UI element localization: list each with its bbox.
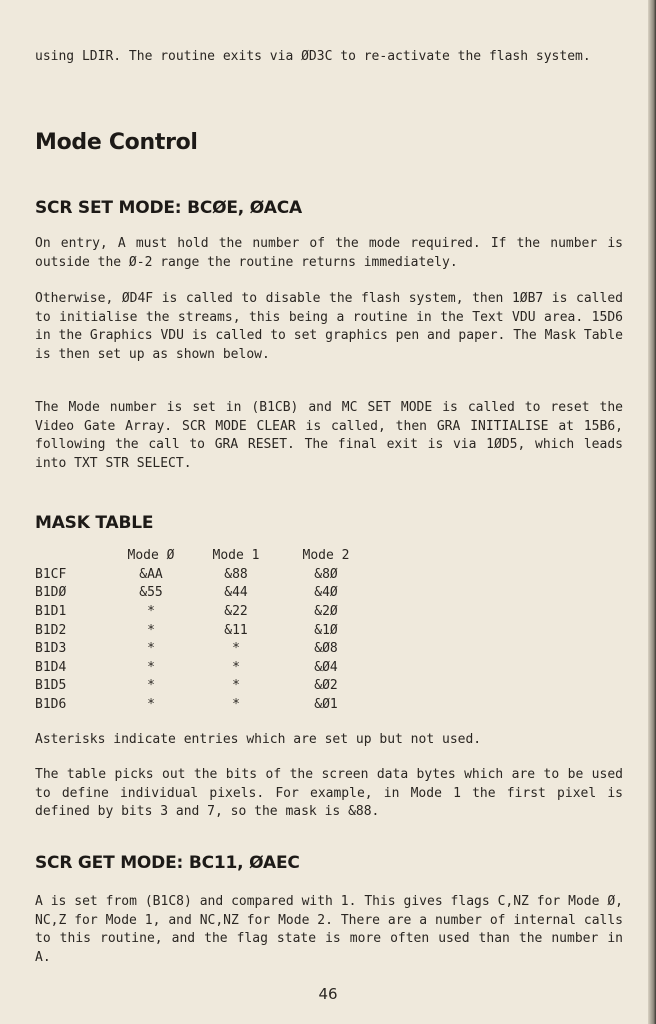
mask-table-heading: MASK TABLE bbox=[35, 513, 154, 533]
table-cell-address: B1D4 bbox=[35, 659, 67, 675]
page-number: 46 bbox=[318, 985, 338, 1003]
table-row bbox=[35, 695, 367, 714]
table-cell-address: B1D2 bbox=[35, 622, 67, 638]
mask-table-header-mode1: Mode 1 bbox=[212, 547, 260, 563]
mask-table-note: Asterisks indicate entries which are set up but not used. bbox=[35, 732, 482, 747]
table-cell-mode2: &Ø8 bbox=[314, 641, 338, 657]
table-cell-mode0: &AA bbox=[139, 566, 163, 582]
table-cell-mode0: * bbox=[147, 696, 155, 712]
table-row bbox=[35, 639, 367, 658]
set-mode-heading: SCR SET MODE: BCØE, ØACA bbox=[35, 198, 302, 218]
table-cell-address: B1CF bbox=[35, 566, 67, 582]
table-cell-mode0: * bbox=[147, 641, 155, 657]
table-cell-mode1: * bbox=[232, 696, 240, 712]
table-cell-mode2: &Ø1 bbox=[314, 696, 338, 712]
table-cell-mode0: * bbox=[147, 603, 155, 619]
table-cell-address: B1D6 bbox=[35, 696, 67, 712]
get-mode-paragraph: A is set from (B1C8) and compared with 1. This gives flags C,NZ for Mode Ø, NC,Z for Mode 1, and NC,NZ for Mode 2. There are a number of internal calls to this routine, and the flag state is more often used than the number in A. bbox=[35, 894, 623, 965]
table-cell-mode2: &2Ø bbox=[314, 603, 338, 619]
get-mode-heading: SCR GET MODE: BC11, ØAEC bbox=[35, 853, 300, 873]
table-cell-mode1: * bbox=[232, 659, 240, 675]
set-mode-paragraph-3: The Mode number is set in (B1CB) and MC SET MODE is called to reset the Video Gate Array. SCR MODE CLEAR is called, then GRA INITIALISE at 15B6, following the call to GRA RESET. The final exit is via 1ØD5, which leads into TXT STR SELECT. bbox=[35, 400, 623, 471]
mask-table-header-address bbox=[35, 545, 115, 565]
mask-table bbox=[35, 545, 367, 714]
table-cell-address: B1D3 bbox=[35, 641, 67, 657]
mask-table-explanation: The table picks out the bits of the screen data bytes which are to be used to define individual pixels. For example, in Mode 1 the first pixel is defined by bits 3 and 7, so the mask is &88. bbox=[35, 767, 623, 819]
table-cell-mode2: &1Ø bbox=[314, 622, 338, 638]
table-cell-address: B1D1 bbox=[35, 603, 67, 619]
table-cell-mode0: &55 bbox=[139, 585, 163, 601]
table-row bbox=[35, 602, 367, 621]
table-row bbox=[35, 565, 367, 584]
section-title: Mode Control bbox=[35, 130, 198, 155]
table-cell-mode2: &Ø2 bbox=[314, 678, 338, 694]
table-cell-mode1: &22 bbox=[224, 603, 248, 619]
mask-table-header-mode0: Mode Ø bbox=[127, 547, 175, 563]
page-edge-shadow bbox=[648, 0, 656, 1024]
table-row bbox=[35, 584, 367, 603]
table-cell-mode0: * bbox=[147, 659, 155, 675]
table-row bbox=[35, 677, 367, 696]
mask-table-header-row bbox=[35, 545, 367, 565]
table-row bbox=[35, 658, 367, 677]
table-cell-mode2: &Ø4 bbox=[314, 659, 338, 675]
table-cell-mode2: &4Ø bbox=[314, 585, 338, 601]
mask-table-header-mode2: Mode 2 bbox=[302, 547, 350, 563]
table-cell-address: B1D5 bbox=[35, 678, 67, 694]
table-cell-mode1: * bbox=[232, 641, 240, 657]
set-mode-paragraph-1: On entry, A must hold the number of the mode required. If the number is outside the Ø-2 range the routine returns immediately. bbox=[35, 236, 623, 270]
intro-paragraph: using LDIR. The routine exits via ØD3C to re-activate the flash system. bbox=[35, 49, 591, 64]
table-row bbox=[35, 621, 367, 640]
table-cell-mode1: &44 bbox=[224, 585, 248, 601]
table-cell-mode0: * bbox=[147, 678, 155, 694]
table-cell-mode2: &8Ø bbox=[314, 566, 338, 582]
table-cell-address: B1DØ bbox=[35, 585, 67, 601]
table-cell-mode1: &88 bbox=[224, 566, 248, 582]
set-mode-paragraph-2: Otherwise, ØD4F is called to disable the flash system, then 1ØB7 is called to initialise the streams, this being a routine in the Text VDU area. 15D6 in the Graphics VDU is called to set graphics pen and paper. The Mask Table is then set up as shown below. bbox=[35, 291, 623, 362]
table-cell-mode1: &11 bbox=[224, 622, 248, 638]
table-cell-mode0: * bbox=[147, 622, 155, 638]
table-cell-mode1: * bbox=[232, 678, 240, 694]
